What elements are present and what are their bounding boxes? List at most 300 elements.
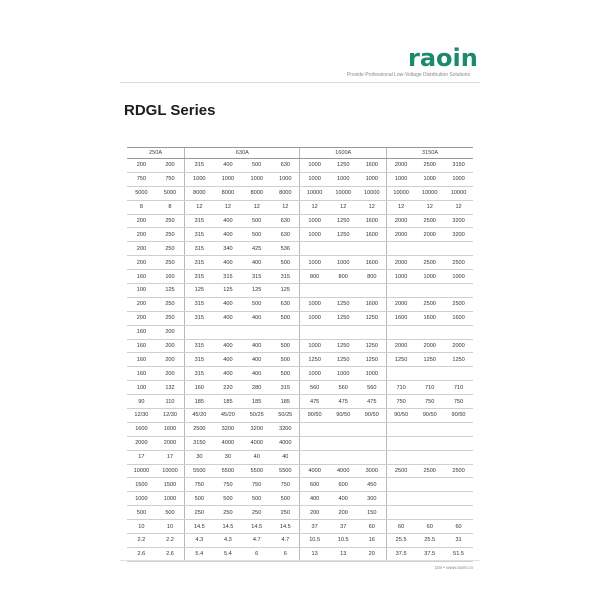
table-cell: 1000 [271,172,300,186]
table-cell: 1250 [329,311,358,325]
table-row [127,436,473,450]
table-cell: 10000 [415,186,444,200]
table-cell: 150 [358,506,387,520]
table-cell [300,450,329,464]
table-cell: 1000 [329,256,358,270]
table-cell: 90/50 [386,409,415,423]
table-cell: 1250 [329,353,358,367]
table-cell: 1000 [156,492,185,506]
table-cell [386,242,415,256]
table-cell [300,325,329,339]
table-cell: 400 [213,256,242,270]
table-cell: 250 [185,506,214,520]
table-cell [329,325,358,339]
table-cell: 8 [127,200,156,214]
table-cell: 1600 [358,256,387,270]
table-cell: 4.7 [271,534,300,548]
table-cell: 5.4 [213,547,242,561]
table-cell: 125 [242,284,271,298]
table-cell: 12 [415,200,444,214]
table-cell: 1000 [329,367,358,381]
table-cell: 200 [156,353,185,367]
table-cell: 200 [127,311,156,325]
table-cell: 37.5 [415,547,444,561]
table-cell: 200 [156,339,185,353]
table-cell [444,242,473,256]
table-cell: 1250 [329,297,358,311]
table-cell [242,325,271,339]
table-cell [358,436,387,450]
table-cell: 400 [213,339,242,353]
table-cell [300,436,329,450]
table-cell: 400 [213,297,242,311]
table-cell: 2000 [156,436,185,450]
table-cell [415,422,444,436]
table-cell: 1250 [329,228,358,242]
table-row [127,422,473,436]
table-cell: 60 [386,520,415,534]
table-cell: 1000 [444,172,473,186]
table-row [127,242,473,256]
table-cell: 630 [271,228,300,242]
table-cell [386,367,415,381]
group-header-cell: 3150A [386,148,473,159]
table-cell: 4000 [300,464,329,478]
table-cell: 1000 [444,270,473,284]
table-cell: 750 [271,478,300,492]
table-cell: 2500 [444,297,473,311]
table-cell: 340 [213,242,242,256]
table-cell: 315 [185,297,214,311]
table-cell [185,325,214,339]
table-cell: 800 [329,270,358,284]
table-cell: 2500 [415,214,444,228]
table-cell: 400 [329,492,358,506]
table-cell: 1000 [300,159,329,173]
table-cell: 4000 [271,436,300,450]
table-cell: 12 [213,200,242,214]
table-cell: 500 [271,353,300,367]
table-cell: 90/50 [415,409,444,423]
table-cell [444,450,473,464]
table-cell: 200 [127,297,156,311]
table-cell: 1500 [127,478,156,492]
table-row [127,339,473,353]
table-cell: 200 [127,159,156,173]
table-cell: 750 [156,172,185,186]
table-cell: 2.6 [127,547,156,561]
table-cell: 185 [271,395,300,409]
table-cell: 5500 [271,464,300,478]
table-cell: 160 [127,270,156,284]
table-row [127,200,473,214]
table-cell: 13 [329,547,358,561]
table-cell: 8000 [271,186,300,200]
table-cell: 10 [156,520,185,534]
table-cell: 750 [386,395,415,409]
table-cell: 60 [415,520,444,534]
table-cell: 2000 [415,228,444,242]
table-cell: 200 [127,214,156,228]
table-cell: 1000 [358,367,387,381]
table-cell: 200 [329,506,358,520]
table-cell [415,450,444,464]
table-cell: 1600 [156,422,185,436]
table-cell: 1250 [329,339,358,353]
table-row [127,256,473,270]
table-row [127,297,473,311]
table-cell: 250 [156,228,185,242]
table-row [127,214,473,228]
table-cell: 45/20 [213,409,242,423]
table-cell: 475 [300,395,329,409]
group-header-cell: 1600A [300,148,386,159]
table-cell: 40 [242,450,271,464]
table-row [127,492,473,506]
table-cell [444,492,473,506]
table-cell: 315 [185,159,214,173]
table-cell: 14.5 [213,520,242,534]
table-cell: 750 [127,172,156,186]
table-cell: 560 [329,381,358,395]
table-cell: 800 [358,270,387,284]
table-cell: 50/25 [242,409,271,423]
table-cell [329,422,358,436]
table-cell: 475 [329,395,358,409]
table-cell: 1000 [300,339,329,353]
table-cell: 12 [300,200,329,214]
table-cell [415,284,444,298]
table-cell: 4.3 [185,534,214,548]
table-cell [386,450,415,464]
table-cell [415,492,444,506]
table-cell: 1600 [358,228,387,242]
table-cell [358,422,387,436]
table-cell: 750 [415,395,444,409]
table-cell: 3200 [444,214,473,228]
table-cell: 280 [242,381,271,395]
table-cell [300,242,329,256]
table-cell: 500 [156,506,185,520]
table-cell: 630 [271,297,300,311]
table-cell: 37 [300,520,329,534]
table-cell [329,436,358,450]
table-cell [358,284,387,298]
table-cell: 12 [329,200,358,214]
table-cell: 2000 [386,214,415,228]
table-cell: 400 [242,367,271,381]
table-cell: 500 [127,506,156,520]
table-cell: 710 [444,381,473,395]
table-cell: 200 [156,159,185,173]
group-header-cell: 250A [127,148,185,159]
table-cell: 1600 [386,311,415,325]
table-cell [386,422,415,436]
table-cell: 14.5 [185,520,214,534]
table-cell: 400 [213,311,242,325]
table-cell: 37.5 [386,547,415,561]
table-cell: 200 [300,506,329,520]
table-cell: 315 [185,311,214,325]
table-cell: 100 [127,381,156,395]
table-cell: 315 [185,214,214,228]
table-cell: 475 [358,395,387,409]
table-cell: 17 [127,450,156,464]
table-cell: 1000 [185,172,214,186]
table-cell [444,284,473,298]
table-cell: 30 [213,450,242,464]
table-cell: 90 [127,395,156,409]
table-row [127,284,473,298]
table-row [127,228,473,242]
table-cell: 12 [358,200,387,214]
table-cell [300,284,329,298]
table-cell: 536 [271,242,300,256]
table-cell: 125 [213,284,242,298]
table-cell: 1600 [358,214,387,228]
table-cell: 90/50 [358,409,387,423]
table-cell: 315 [185,228,214,242]
table-cell: 2000 [386,256,415,270]
footer-divider [120,560,480,561]
table-cell: 250 [242,506,271,520]
table-cell: 2500 [444,464,473,478]
tagline: Provide Professional Low-Voltage Distribution Solutions [346,72,470,78]
table-cell: 315 [242,270,271,284]
table-cell: 2000 [386,159,415,173]
table-cell: 10000 [329,186,358,200]
table-cell: 4000 [329,464,358,478]
table-cell: 45/20 [185,409,214,423]
table-cell: 315 [185,353,214,367]
table-cell: 2500 [415,159,444,173]
table-cell: 250 [156,256,185,270]
table-cell: 90/50 [444,409,473,423]
table-cell: 160 [156,270,185,284]
table-cell: 600 [329,478,358,492]
table-cell: 200 [156,325,185,339]
table-cell: 1000 [300,297,329,311]
table-cell: 750 [242,478,271,492]
table-cell: 3200 [271,422,300,436]
table-cell: 3000 [358,464,387,478]
table-cell [415,506,444,520]
table-cell: 250 [156,311,185,325]
group-header-row [127,148,473,159]
table-cell: 3200 [444,228,473,242]
table-cell: 2000 [415,339,444,353]
table-cell: 425 [242,242,271,256]
table-row [127,311,473,325]
table-cell: 8000 [185,186,214,200]
table-cell: 2000 [127,436,156,450]
table-cell: 125 [156,284,185,298]
spec-table [127,147,473,562]
page-footer: 104 • www.raoin.cn [434,565,473,570]
table-cell [358,450,387,464]
table-cell: 1000 [358,172,387,186]
table-cell: 12 [444,200,473,214]
table-cell: 6 [242,547,271,561]
table-cell: 25.5 [386,534,415,548]
table-cell: 2500 [444,256,473,270]
table-row [127,381,473,395]
table-cell [444,506,473,520]
table-cell: 125 [185,284,214,298]
table-cell: 1000 [300,172,329,186]
table-cell [386,478,415,492]
table-cell: 500 [242,159,271,173]
table-cell: 2.2 [127,534,156,548]
table-cell: 1250 [386,353,415,367]
table-cell: 2500 [415,464,444,478]
table-cell: 400 [213,214,242,228]
table-cell: 12 [386,200,415,214]
table-cell: 100 [127,284,156,298]
table-cell: 1600 [127,422,156,436]
table-cell: 315 [271,270,300,284]
table-cell: 1250 [329,214,358,228]
table-cell: 5000 [127,186,156,200]
table-cell: 185 [185,395,214,409]
table-cell: 3150 [185,436,214,450]
table-cell: 4000 [242,436,271,450]
table-cell: 1000 [300,214,329,228]
table-cell: 630 [271,214,300,228]
table-cell: 10000 [444,186,473,200]
table-cell: 10000 [386,186,415,200]
table-cell [358,242,387,256]
table-cell: 315 [185,256,214,270]
table-cell: 400 [242,256,271,270]
table-cell: 6 [271,547,300,561]
table-cell: 2000 [386,339,415,353]
table-cell: 2.2 [156,534,185,548]
table-cell: 40 [271,450,300,464]
table-cell: 600 [300,478,329,492]
table-cell: 300 [358,492,387,506]
table-cell: 13 [300,547,329,561]
table-cell: 5000 [156,186,185,200]
table-cell: 5500 [242,464,271,478]
table-cell [444,478,473,492]
table-cell: 2000 [444,339,473,353]
table-cell: 2000 [386,297,415,311]
table-cell: 14.5 [271,520,300,534]
table-cell: 315 [185,339,214,353]
table-cell: 315 [185,367,214,381]
table-cell: 3150 [444,159,473,173]
table-cell: 31 [444,534,473,548]
table-cell: 8000 [242,186,271,200]
table-cell: 500 [271,311,300,325]
table-cell: 500 [271,256,300,270]
table-cell: 12/30 [156,409,185,423]
table-row [127,395,473,409]
table-cell: 750 [185,478,214,492]
table-cell: 132 [156,381,185,395]
table-cell [386,492,415,506]
table-cell [415,478,444,492]
table-cell [386,436,415,450]
table-cell: 400 [242,353,271,367]
table-cell: 200 [127,242,156,256]
table-cell [444,325,473,339]
table-cell: 12 [185,200,214,214]
table-cell [444,422,473,436]
table-row [127,325,473,339]
table-cell: 185 [242,395,271,409]
table-cell: 5.4 [185,547,214,561]
table-cell: 160 [127,325,156,339]
table-cell: 1000 [386,172,415,186]
table-cell: 12 [271,200,300,214]
table-cell [386,284,415,298]
page-title: RDGL Series [124,102,216,119]
table-cell: 16 [358,534,387,548]
table-cell: 10.5 [329,534,358,548]
table-row [127,353,473,367]
table-cell: 1000 [300,367,329,381]
table-cell: 2.6 [156,547,185,561]
table-cell: 1000 [213,172,242,186]
table-cell: 10000 [358,186,387,200]
table-cell [415,242,444,256]
table-cell: 200 [156,367,185,381]
table-cell: 1000 [127,492,156,506]
table-cell: 400 [213,228,242,242]
table-cell: 90/50 [300,409,329,423]
table-cell: 560 [358,381,387,395]
table-row [127,159,473,173]
table-cell [271,325,300,339]
table-row [127,534,473,548]
table-cell: 315 [271,381,300,395]
table-cell: 500 [213,492,242,506]
table-row [127,270,473,284]
table-row [127,450,473,464]
table-cell: 1250 [358,353,387,367]
table-cell [329,450,358,464]
table-cell: 500 [271,339,300,353]
table-cell: 8 [156,200,185,214]
spec-table-header [127,148,473,159]
table-cell [386,506,415,520]
table-cell: 160 [127,353,156,367]
table-cell: 1000 [415,172,444,186]
table-cell: 3200 [213,422,242,436]
table-cell: 2500 [415,256,444,270]
table-cell: 1000 [242,172,271,186]
table-cell: 800 [300,270,329,284]
spec-table-body [127,159,473,562]
table-cell: 1250 [358,339,387,353]
table-cell [444,436,473,450]
table-cell: 2500 [386,464,415,478]
table-cell: 1250 [300,353,329,367]
table-cell: 710 [415,381,444,395]
table-cell: 400 [300,492,329,506]
table-cell: 30 [185,450,214,464]
table-cell: 185 [213,395,242,409]
table-cell: 60 [358,520,387,534]
table-cell: 750 [213,478,242,492]
table-cell: 51.5 [444,547,473,561]
table-cell: 250 [156,297,185,311]
table-cell: 90/50 [329,409,358,423]
table-cell: 1000 [300,228,329,242]
table-cell: 20 [358,547,387,561]
